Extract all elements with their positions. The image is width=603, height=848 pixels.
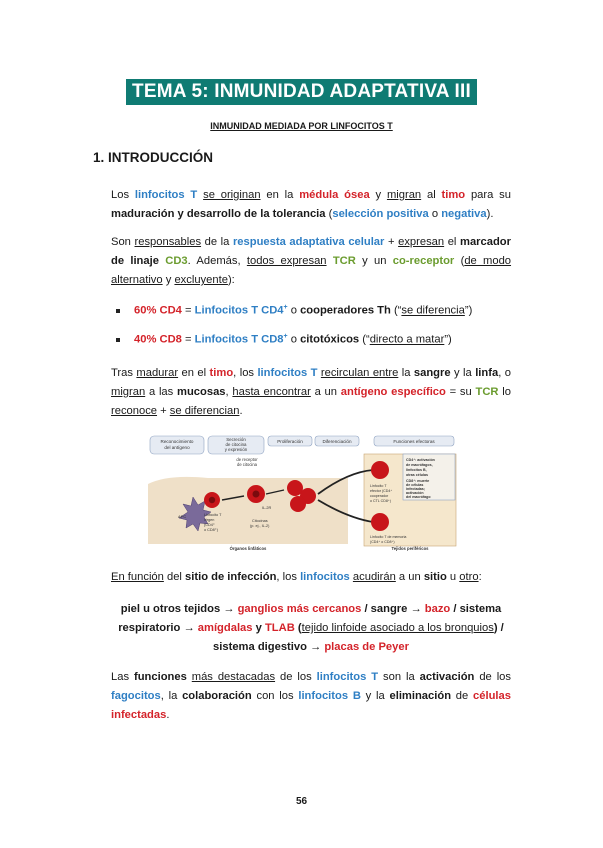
label-eff-2: efector (CD4⁺	[370, 489, 393, 493]
label-box2-c: infectadas;	[406, 487, 425, 491]
label-secretion: Secreción	[226, 437, 246, 442]
label-mem-2: (CD4⁺ o CD8⁺)	[370, 540, 395, 544]
label-recognition: Reconocimiento	[160, 439, 194, 444]
label-box2-d: activación	[406, 491, 424, 495]
proliferating-t-cell-3	[290, 496, 306, 512]
effector-t-cell	[371, 461, 389, 479]
page-number: 56	[295, 796, 308, 807]
label-box1-c: linfocitos B,	[406, 468, 427, 472]
page-title: TEMA 5: INMUNIDAD ADAPTATIVA III	[126, 79, 477, 105]
label-recognition-2: del antígeno	[164, 445, 190, 450]
paragraph-sites-list: piel u otros tejidos → ganglios más cercanos / sangre → bazo / sistema respiratorio → amígdalas y TLAB (tejido linfoide asociado a los bronquios) / sistema digestivo → placas de Peyer	[118, 603, 504, 653]
bullet-cd4: 60% CD4 = Linfocitos T CD4+ o cooperadores Th (“se diferencia”)	[116, 304, 472, 317]
memory-t-cell	[371, 513, 389, 531]
label-organos: Órganos linfáticos	[229, 546, 267, 551]
label-citocinas-2: (p. ej., IL-2)	[250, 524, 270, 528]
label-differentiation: Diferenciación	[322, 439, 352, 444]
paragraph-origin: Los linfocitos T se originan en la médula ósea y migran al timo para su maduración y desarrollo de la tolerancia (selección positiva o negativa).	[111, 189, 511, 220]
bullet-square-icon	[116, 309, 120, 313]
label-mem-1: Linfocito T de memoria	[370, 535, 407, 539]
label-naive-2: virgen	[204, 518, 215, 522]
label-citocinas: Citocinas	[252, 519, 268, 523]
title-wrap	[0, 79, 603, 105]
label-secretion-5: de citocina	[236, 462, 258, 467]
section-heading: 1. INTRODUCCIÓN	[93, 150, 214, 165]
label-proliferation: Proliferación	[277, 439, 303, 444]
page-subtitle: INMUNIDAD MEDIADA POR LINFOCITOS T	[210, 121, 393, 131]
label-naive-4: o CD8⁺)	[204, 528, 219, 532]
label-secretion-2: de citocina	[225, 442, 247, 447]
label-box2-a: CD8⁺: muerte	[406, 479, 430, 483]
label-box1-b: de macrófagos,	[406, 463, 433, 467]
label-naive-1: Linfocito T	[204, 513, 222, 517]
t-cell-response-figure	[148, 434, 457, 554]
label-naive-3: (CD4⁺	[204, 523, 215, 527]
label-tejidos: Tejidos periféricos	[391, 546, 429, 551]
label-secretion-4: de receptor	[236, 457, 258, 462]
label-eff-4: o CTL CD8⁺)	[370, 499, 391, 503]
label-il2r: IL-2R	[262, 506, 272, 510]
activated-t-cell-nucleus	[253, 491, 260, 498]
label-effector-functions: Funciones efectoras	[393, 439, 435, 444]
paragraph-recirculation: Tras madurar en el timo, los linfocitos T recirculan entre la sangre y la linfa, o migran a las mucosas, hasta encontrar a un antígeno específico = su TCR lo reconoce + se diferencian.	[111, 367, 511, 417]
label-eff-3: cooperador	[370, 494, 389, 498]
lymphoid-organ-region	[148, 477, 348, 544]
label-apc: APC	[178, 514, 187, 519]
label-eff-1: Linfocito T	[370, 484, 387, 488]
label-box2-e: del macrófago	[406, 495, 431, 499]
label-secretion-3: y expresión	[224, 447, 248, 452]
bullet-cd8: 40% CD8 = Linfocitos T CD8+ o citotóxicos (“directo a matar”)	[116, 333, 452, 346]
naive-t-cell-nucleus	[209, 497, 215, 503]
paragraph-infection-site: En función del sitio de infección, los linfocitos acudirán a un sitio u otro:	[111, 571, 482, 583]
paragraph-functions: Las funciones más destacadas de los linfocitos T son la activación de los fagocitos, la colaboración con los linfocitos B y la eliminación de células infectadas.	[111, 671, 512, 721]
paragraph-responsibilities: Son responsables de la respuesta adaptativa celular + expresan el marcador de linaje CD3. Además, todos expresan TCR y un co-receptor (de modo alternativo y excluyente):	[111, 236, 512, 286]
label-box2-b: de células	[406, 483, 424, 487]
label-box1-a: CD4⁺: activación	[406, 458, 435, 462]
bullet-square-icon	[116, 338, 120, 342]
label-box1-d: otras células	[406, 473, 428, 477]
